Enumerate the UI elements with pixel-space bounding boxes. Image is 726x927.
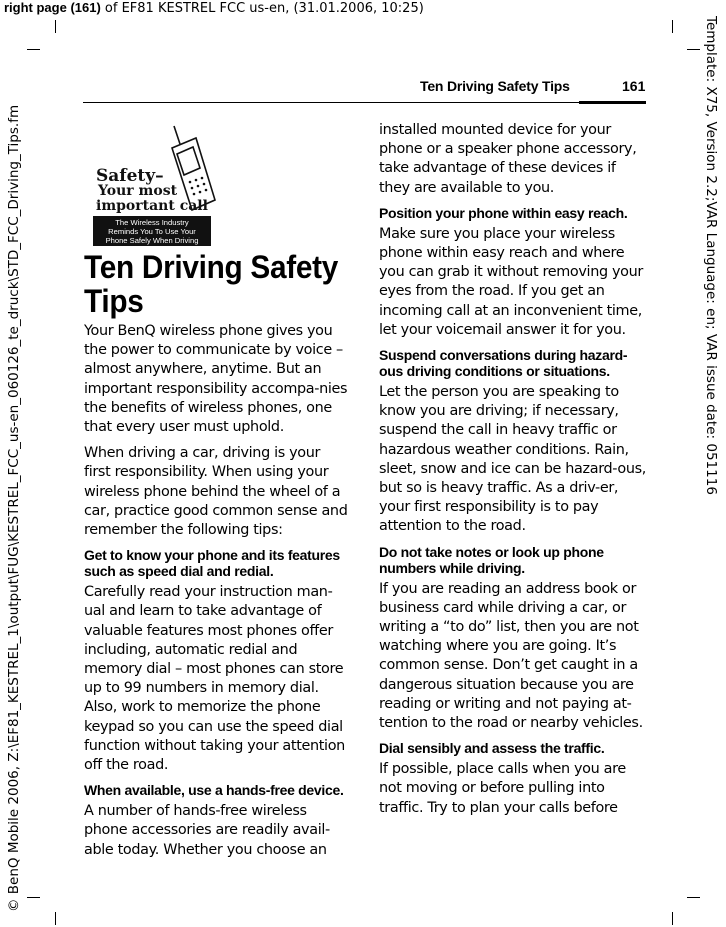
page-number: 161 <box>622 78 646 94</box>
header-rule <box>83 102 646 103</box>
logo-line-2: Your most <box>98 183 178 199</box>
logo-banner-line-1: The Wireless Industry <box>115 217 189 227</box>
logo-line-1: Safety– <box>96 166 164 186</box>
paragraph: If possible, place calls when you are not moving or before pulling into traffic. Try to plan your calls before <box>379 761 626 816</box>
crop-mark <box>27 49 40 50</box>
paragraph: installed mounted device for your phone or a speaker phone accessory, take advantage of these devices if they are available to you. <box>379 122 637 196</box>
tip-heading: Position your phone within easy reach. <box>379 204 628 221</box>
tip-heading: Suspend conversations during hazard-ous driving conditions or situations. <box>379 347 628 380</box>
crop-mark <box>687 49 700 50</box>
page-number-rule <box>579 101 646 104</box>
tip-heading: Get to know your phone and its features such as speed dial and redial. <box>84 547 340 580</box>
print-job-info: of EF81 KESTREL FCC us-en, (31.01.2006, 10:25) <box>100 1 424 16</box>
page-title: Ten Driving Safety Tips <box>84 249 339 319</box>
tip-heading: When available, use a hands-free device. <box>84 782 344 799</box>
logo-banner-line-3: Phone Safely When Driving <box>105 235 199 245</box>
print-job-label <box>4 0 424 17</box>
paragraph: Let the person you are speaking to know you are driving; if necessary, suspend the call in heavy traffic or hazardous weather conditions. Rain, sleet, snow and ice can be hazard-ous, but so is heavy traffic. As a driv-er, your first responsibility is to pay attention to the road. <box>379 384 647 535</box>
copyright-path-label: © BenQ Mobile 2006, Z:\EF81_KESTREL_1\output\FUG\KESTREL_FCC_us-en_060126_te_druck\STD_FCC_Driving_Tips.fm <box>6 104 22 912</box>
crop-mark <box>672 912 673 925</box>
paragraph: If you are reading an address book or business card while driving a car, or writing a “to do” list, then you are not watching where you are going. It’s common sense. Don’t get caught in a dangerous situation because you are reading or writing and not paying at-tention to the road or nearby vehicles. <box>379 580 643 732</box>
paragraph: Carefully read your instruction man-ual and learn to take advantage of valuable features most phones offer including, automatic redial and memory dial – most phones can store up to 99 numbers in memory dial. Also, work to memorize the phone keypad so you can use the speed dial function without taking your attention off the road. <box>84 584 345 774</box>
template-info-label: Template: X75, Version 2.2;VAR Language: en; VAR issue date: 051116 <box>703 16 719 495</box>
right-column <box>379 121 647 825</box>
running-header-title: Ten Driving Safety Tips <box>420 78 570 94</box>
paragraph: Make sure you place your wireless phone within easy reach and where you can grab it without removing your eyes from the road. If you get an incoming call at an inconvenient time, let your voicemail answer it for you. <box>379 225 643 338</box>
crop-mark <box>672 20 673 33</box>
left-column <box>84 322 350 867</box>
crop-mark <box>27 897 40 898</box>
paragraph: A number of hands-free wireless phone accessories are readily avail-able today. Whether you choose an <box>84 803 330 858</box>
crop-mark <box>687 897 700 898</box>
paragraph: When driving a car, driving is your first responsibility. When using your wireless phone behind the wheel of a car, practice good common sense and remember the following tips: <box>84 445 348 539</box>
print-job-page: right page (161) <box>4 0 101 15</box>
safety-logo <box>88 124 216 248</box>
tip-heading: Dial sensibly and assess the traffic. <box>379 740 605 757</box>
logo-slogan <box>96 166 208 214</box>
crop-mark <box>55 20 56 33</box>
logo-line-3: important call <box>96 198 208 214</box>
logo-banner <box>93 216 211 246</box>
crop-mark <box>55 912 56 925</box>
tip-heading: Do not take notes or look up phone numbers while driving. <box>379 543 604 576</box>
paragraph: Your BenQ wireless phone gives you the power to communicate by voice – almost anywhere, anytime. But an important responsibility accompa-nies the benefits of wireless phones, one that every user must uphold. <box>84 323 348 436</box>
logo-banner-line-2: Reminds You To Use Your <box>108 226 196 236</box>
